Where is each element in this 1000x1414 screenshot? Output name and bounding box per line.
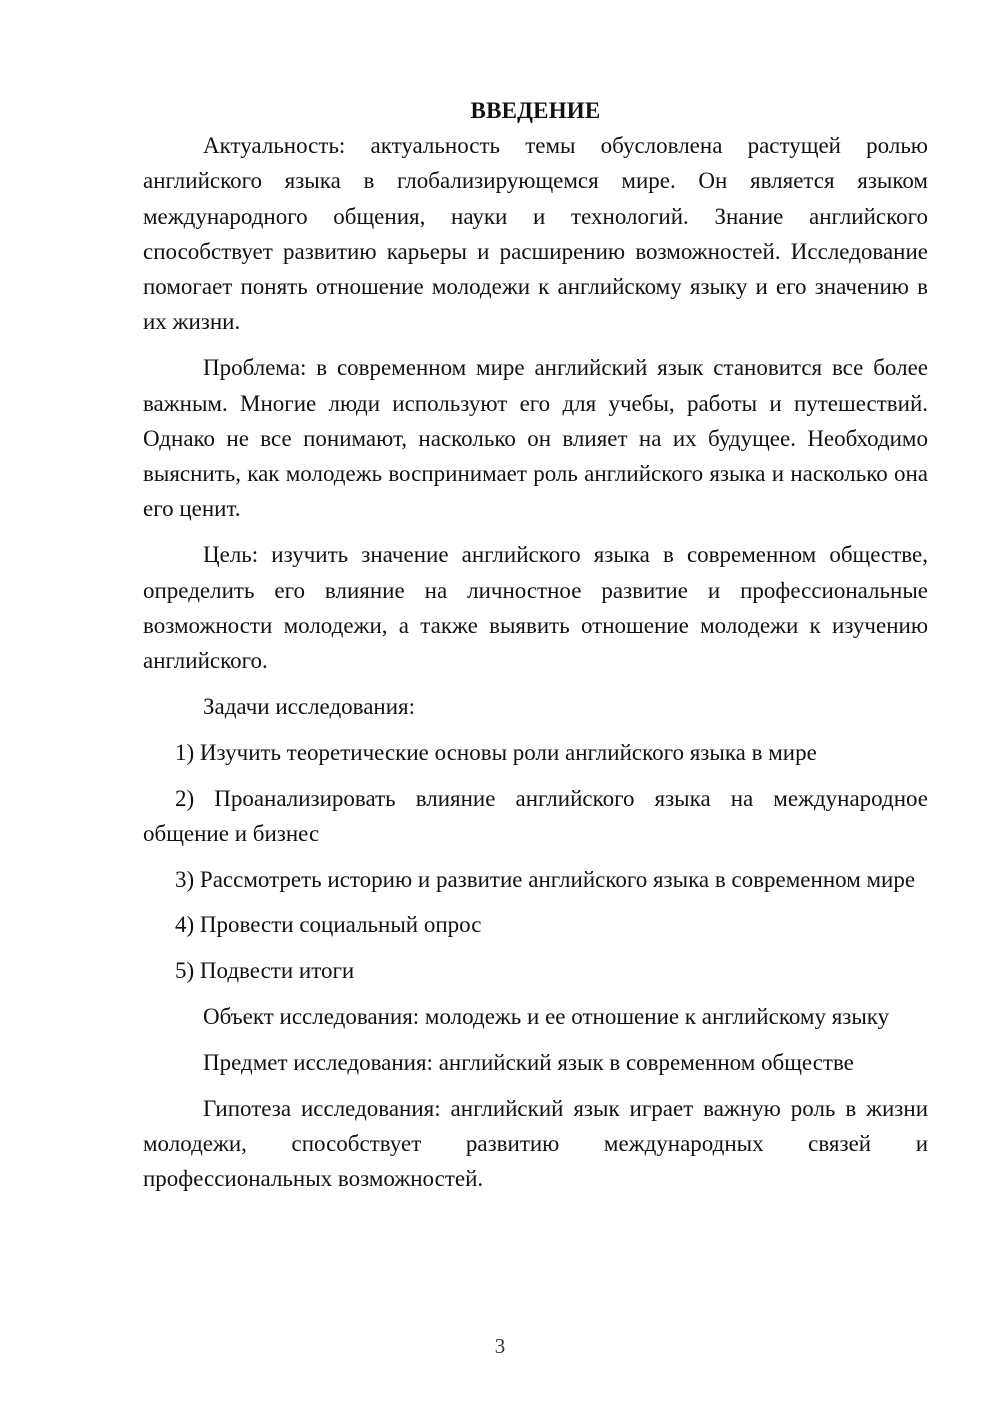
paragraph-relevance: Актуальность: актуальность темы обусловлена растущей ролью английского языка в глобализирующемся мире. Он является языком международного общения, науки и технологий. Знание английского способствует развитию карьеры и расширению возможностей. Исследование помогает понять отношение молодежи к английскому языку и его значению в их жизни. (143, 133, 928, 335)
paragraph-subject: Предмет исследования: английский язык в современном обществе (203, 1049, 854, 1075)
task-item-4: 4) Провести социальный опрос (175, 912, 482, 938)
task-item-5: 5) Подвести итоги (175, 958, 355, 984)
section-title: ВВЕДЕНИЕ (470, 98, 601, 123)
paragraph-hypothesis: Гипотеза исследования: английский язык играет важную роль в жизни молодежи, способствует развитию международных связей и профессиональных возможностей. (143, 1095, 928, 1192)
tasks-heading: Задачи исследования: (203, 693, 416, 719)
page-body (143, 93, 928, 1207)
task-item-1: 1) Изучить теоретические основы роли английского языка в мире (175, 739, 817, 765)
task-item-3: 3) Рассмотреть историю и развитие английского языка в современном мире (175, 866, 916, 892)
paragraph-problem: Проблема: в современном мире английский язык становится все более важным. Многие люди используют его для учебы, работы и путешествий. Однако не все понимают, насколько он влияет на их будущее. Необходимо выяснить, как молодежь воспринимает роль английского языка и насколько она его ценит. (143, 355, 928, 522)
task-item-2: 2) Проанализировать влияние английского языка на международное общение и бизнес (143, 785, 928, 846)
paragraph-goal: Цель: изучить значение английского языка в современном обществе, определить его влияние на личностное развитие и профессиональные возможности молодежи, а также выявить отношение молодежи к изучению английского. (143, 542, 928, 674)
paragraph-object: Объект исследования: молодежь и ее отношение к английскому языку (203, 1004, 890, 1030)
page-number: 3 (494, 1334, 506, 1358)
